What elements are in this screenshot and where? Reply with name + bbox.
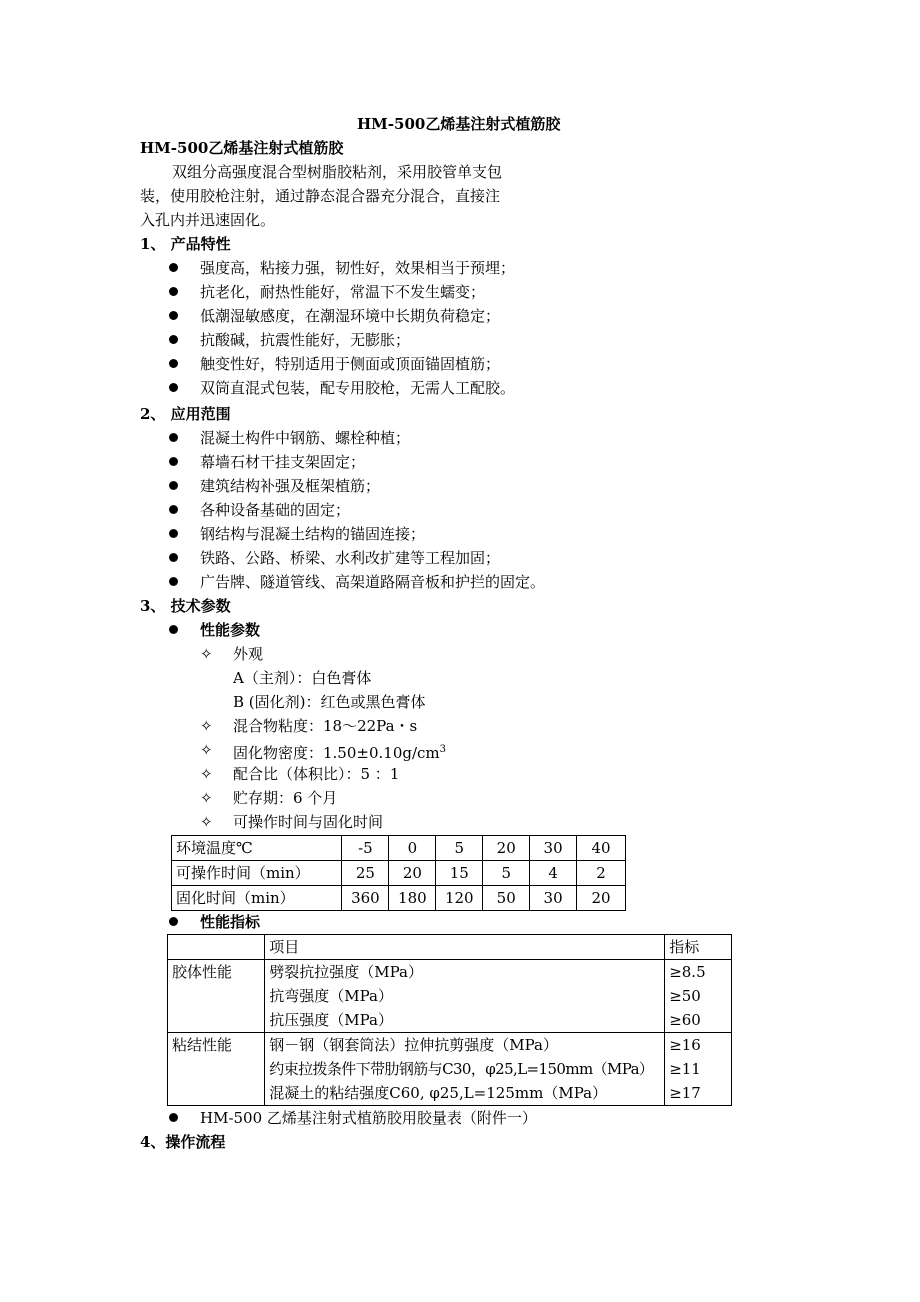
list-item: 低潮湿敏感度，在潮湿环境中长期负荷稳定； — [200, 307, 501, 325]
table-row — [172, 886, 626, 911]
table-cell — [265, 960, 665, 1033]
spec-ratio: 配合比（体积比）：5 ：1 — [233, 765, 400, 783]
cure-time-table — [171, 835, 626, 911]
table-cell — [265, 1033, 665, 1106]
spec-appearance: 外观 — [233, 645, 264, 663]
bullet-icon — [169, 1113, 178, 1122]
doc-subtitle: HM-500乙烯基注射式植筋胶 — [140, 139, 344, 157]
diamond-bullet-icon: ✧ — [200, 813, 213, 831]
bullet-icon — [169, 529, 178, 538]
index-item: 劈裂抗拉强度（MPa） — [269, 963, 423, 981]
bullet-icon — [169, 457, 178, 466]
bullet-icon — [169, 335, 178, 344]
list-item: 各种设备基础的固定； — [200, 501, 351, 519]
bullet-icon — [169, 505, 178, 514]
bullet-icon — [169, 625, 178, 634]
index-value: ≥60 — [669, 1011, 701, 1029]
bullet-icon — [169, 481, 178, 490]
table-cell: 20 — [483, 836, 530, 861]
table-cell: 180 — [389, 886, 436, 911]
index-item: 约束拉拨条件下带肋钢筋与C30，φ25,L=150mm（MPa） — [269, 1060, 654, 1078]
table-header-index: 指标 — [665, 935, 732, 960]
list-item: 建筑结构补强及框架植筋； — [200, 477, 381, 495]
table-cell — [665, 960, 732, 1033]
index-item: 钢－钢（钢套筒法）拉伸抗剪强度（MPa） — [269, 1036, 558, 1054]
index-item: 抗压强度（MPa） — [269, 1011, 393, 1029]
table-row — [168, 1033, 732, 1106]
table-cell: 5 — [483, 861, 530, 886]
section-heading-features: 1、 产品特性 — [140, 235, 231, 253]
list-item: 触变性好，特别适用于侧面或顶面锚固植筋； — [200, 355, 501, 373]
table-cell: 0 — [389, 836, 436, 861]
table-cell: 固化时间（min） — [172, 886, 342, 911]
diamond-bullet-icon: ✧ — [200, 645, 213, 663]
table-row — [172, 861, 626, 886]
diamond-bullet-icon: ✧ — [200, 741, 213, 759]
bullet-icon — [169, 287, 178, 296]
table-row — [172, 836, 626, 861]
table-cell: 20 — [389, 861, 436, 886]
page-title: HM-500乙烯基注射式植筋胶 — [357, 115, 561, 133]
list-item: 强度高，粘接力强，韧性好，效果相当于预埋； — [200, 259, 516, 277]
bullet-icon — [169, 359, 178, 368]
list-item: 钢结构与混凝土结构的锚固连接； — [200, 525, 426, 543]
table-cell: 30 — [530, 886, 577, 911]
table-cell: 5 — [436, 836, 483, 861]
table-cell: 可操作时间（min） — [172, 861, 342, 886]
list-item: 抗酸碱，抗震性能好，无膨胀； — [200, 331, 411, 349]
bullet-icon — [169, 917, 178, 926]
spec-operating-time: 可操作时间与固化时间 — [233, 813, 384, 831]
list-item: 广告牌、隧道管线、高架道路隔音板和护拦的固定。 — [200, 573, 546, 591]
section-heading-specs: 3、 技术参数 — [140, 597, 231, 615]
table-cell: 25 — [342, 861, 389, 886]
usage-note: HM-500 乙烯基注射式植筋胶用胶量表（附件一） — [200, 1109, 537, 1127]
section-heading-applications: 2、 应用范围 — [140, 405, 231, 423]
intro-line-3: 入孔内并迅速固化。 — [140, 211, 276, 229]
spec-density-text: 固化物密度：1.50±0.10g/cm — [233, 744, 440, 762]
index-value: ≥17 — [669, 1084, 701, 1102]
table-cell: 30 — [530, 836, 577, 861]
index-item: 抗弯强度（MPa） — [269, 987, 393, 1005]
bullet-icon — [169, 553, 178, 562]
bullet-icon — [169, 311, 178, 320]
table-cell: 40 — [577, 836, 626, 861]
bullet-icon — [169, 433, 178, 442]
table-cell — [168, 935, 265, 960]
bullet-icon — [169, 383, 178, 392]
table-cell: 粘结性能 — [168, 1033, 265, 1106]
table-cell: 360 — [342, 886, 389, 911]
index-value: ≥50 — [669, 987, 701, 1005]
index-item: 混凝土的粘结强度C60, φ25,L=125mm（MPa） — [269, 1084, 608, 1102]
table-cell: 环境温度℃ — [172, 836, 342, 861]
perf-params-heading: 性能参数 — [200, 621, 261, 639]
table-cell: 120 — [436, 886, 483, 911]
table-row — [168, 960, 732, 1033]
intro-line-1: 双组分高强度混合型树脂胶粘剂，采用胶管单支包 — [172, 163, 503, 181]
table-cell: 15 — [436, 861, 483, 886]
bullet-icon — [169, 577, 178, 586]
spec-storage: 贮存期：6 个月 — [233, 789, 338, 807]
spec-density-superscript: 3 — [439, 744, 447, 755]
list-item: 铁路、公路、桥梁、水利改扩建等工程加固； — [200, 549, 501, 567]
diamond-bullet-icon: ✧ — [200, 717, 213, 735]
perf-index-heading: 性能指标 — [200, 913, 261, 931]
table-header-item: 项目 — [265, 935, 665, 960]
spec-viscosity: 混合物粘度：18～22Pa・s — [233, 717, 418, 735]
list-item: 抗老化，耐热性能好，常温下不发生蠕变； — [200, 283, 486, 301]
list-item: 双筒直混式包装，配专用胶枪，无需人工配胶。 — [200, 379, 516, 397]
table-cell — [665, 1033, 732, 1106]
section-heading-procedure: 4、操作流程 — [140, 1133, 226, 1151]
index-value: ≥16 — [669, 1036, 701, 1054]
list-item: 幕墙石材干挂支架固定； — [200, 453, 366, 471]
table-cell: 4 — [530, 861, 577, 886]
spec-density — [233, 738, 446, 765]
spec-appearance-b: B (固化剂)：红色或黑色膏体 — [233, 693, 426, 711]
list-item: 混凝土构件中钢筋、螺栓种植； — [200, 429, 411, 447]
table-cell: -5 — [342, 836, 389, 861]
table-cell: 20 — [577, 886, 626, 911]
bullet-icon — [169, 263, 178, 272]
table-cell: 胶体性能 — [168, 960, 265, 1033]
table-cell: 2 — [577, 861, 626, 886]
index-value: ≥8.5 — [669, 963, 706, 981]
diamond-bullet-icon: ✧ — [200, 789, 213, 807]
table-cell: 50 — [483, 886, 530, 911]
intro-line-2: 装，使用胶枪注射，通过静态混合器充分混合，直接注 — [140, 187, 501, 205]
table-row — [168, 935, 732, 960]
performance-index-table — [167, 934, 732, 1106]
diamond-bullet-icon: ✧ — [200, 765, 213, 783]
spec-appearance-a: A（主剂）：白色膏体 — [233, 669, 372, 687]
index-value: ≥11 — [669, 1060, 701, 1078]
